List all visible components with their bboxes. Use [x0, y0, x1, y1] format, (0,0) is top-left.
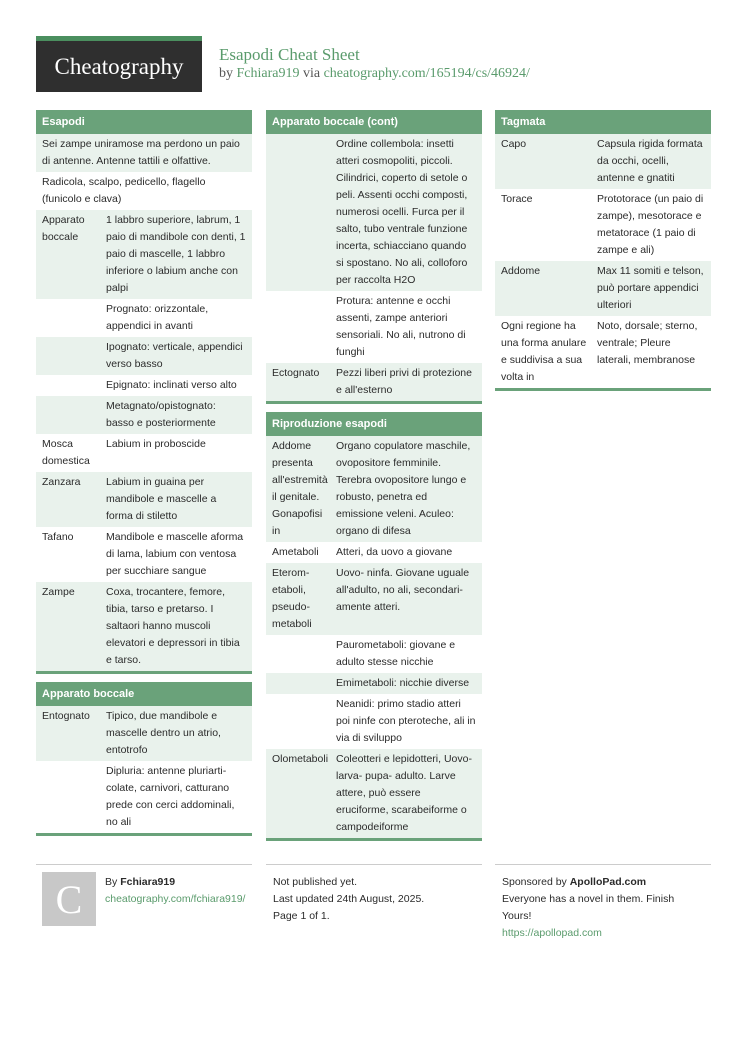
- row-term: [272, 637, 336, 671]
- row-term: Entognato: [42, 710, 90, 722]
- footer-publish-info: [273, 874, 424, 925]
- row-term: Addome presenta all'estremità il genitale. Gonapofisi in: [272, 440, 328, 537]
- row-term: [272, 136, 336, 289]
- published-status: Not published yet.: [273, 876, 358, 888]
- table-row: [266, 542, 482, 563]
- table-row: [266, 694, 482, 749]
- row-description: Sei zampe uniramose ma perdono un paio di antenne. Antenne tattili e olfattive.: [42, 138, 240, 167]
- row-description: Prognato: orizzontale, appendici in avanti: [106, 303, 209, 332]
- section-header: Apparato boccale: [36, 682, 252, 706]
- row-description: Ordine collembola: insetti atteri cosmopoliti, piccoli. Cilindrici, coperto di setole o peli. Assenti occhi composti, numerosi ocelli. Furca per il salto, tubo ventrale funzione incerta, schiacciano quando si spostano. No ali, colloforo per raccolta H2O: [336, 138, 468, 286]
- row-term: Apparato boccale: [42, 214, 85, 243]
- row-term: [42, 301, 106, 335]
- row-description: Organo copulatore maschile, ovopositore femminile. Terebra ovopositore lungo e robusto, penetra ed emissione veleni. Aculeo: organo di difesa: [336, 440, 471, 537]
- footer-author-name[interactable]: Fchiara919: [120, 876, 176, 888]
- row-description: Capsula rigida formata da occhi, ocelli, antenne e gnatiti: [597, 138, 703, 184]
- row-term: [42, 763, 106, 831]
- table-row: [266, 363, 482, 401]
- row-term: Torace: [501, 193, 533, 205]
- row-term: Mosca domestica: [42, 438, 90, 467]
- table-row: [495, 261, 711, 316]
- table-row: [266, 134, 482, 291]
- section-header: Tagmata: [495, 110, 711, 134]
- author-avatar[interactable]: C: [42, 872, 96, 926]
- row-description: Dipluria: antenne pluriarticolate, carnivori, catturano prede con cerci addominali, no ali: [106, 765, 235, 828]
- page-title: Esapodi Cheat Sheet: [219, 45, 360, 64]
- footer-divider: [495, 864, 711, 865]
- table-row: [495, 316, 711, 388]
- by-prefix: by: [219, 66, 233, 81]
- via-label: via: [302, 66, 321, 81]
- row-term: Eterometaboli, pseudometaboli: [272, 567, 312, 630]
- table-row: [495, 134, 711, 189]
- row-description: Paurometaboli: giovane e adulto stesse nicchie: [336, 639, 456, 668]
- footer-author: [105, 874, 245, 908]
- row-term: Capo: [501, 138, 527, 150]
- table-row: [36, 396, 252, 434]
- table-row: [36, 706, 252, 761]
- section-header: Esapodi: [36, 110, 252, 134]
- row-term: [272, 675, 336, 692]
- section-header: Riproduzione esapodi: [266, 412, 482, 436]
- row-description: Protura: antenne e occhi assenti, zampe anteriori sensoriali. No ali, nutrono di funghi: [336, 295, 466, 358]
- table-row: [36, 375, 252, 396]
- footer-author-url[interactable]: cheatography.com/fchiara919/: [105, 893, 246, 905]
- sponsor-url[interactable]: https://apollopad.com: [502, 927, 602, 939]
- table-row: [266, 291, 482, 363]
- row-term: Ogni regione ha una forma anulare e suddivisa a sua volta in: [501, 320, 587, 383]
- sponsor-name[interactable]: ApolloPad.com: [569, 876, 647, 888]
- row-description: Coxa, trocantere, femore, tibia, tarso e pretarso. I saltaori hanno muscoli elevatori e depressori in tibia e tarso.: [106, 586, 240, 666]
- column-3: [495, 110, 711, 399]
- row-description: Coleotteri e lepidotteri, Uovo-larva- pupa- adulto. Larve attere, può essere eruciforme, scarabeiforme o campodeiforme: [336, 753, 472, 833]
- table-row: [266, 635, 482, 673]
- row-term: Zampe: [42, 586, 75, 598]
- section-tagmata: [495, 110, 711, 391]
- row-description: Pezzi liberi privi di protezione e all'esterno: [336, 367, 472, 396]
- row-description: Epignato: inclinati verso alto: [106, 379, 237, 391]
- row-description: Neanidi: primo stadio atteri poi ninfe con pteroteche, ali in via di sviluppo: [336, 698, 476, 744]
- table-row: [266, 436, 482, 542]
- row-term: [42, 377, 106, 394]
- row-term: Ectognato: [272, 367, 320, 379]
- row-term: Ametaboli: [272, 546, 319, 558]
- section-apparato-boccale: [36, 682, 252, 836]
- row-description: Ipognato: verticale, appendici verso basso: [106, 341, 243, 370]
- table-row: [36, 134, 252, 172]
- by-label: By: [105, 876, 118, 888]
- row-description: 1 labbro superiore, labrum, 1 paio di mandibole con denti, 1 paio di mascelle, 1 labbro inferiore o labium anche con palpi: [106, 214, 246, 294]
- table-row: [36, 434, 252, 472]
- table-row: [266, 563, 482, 635]
- section-apparato-boccale-cont: [266, 110, 482, 404]
- footer-divider: [36, 864, 252, 865]
- sponsor-prefix: Sponsored by: [502, 876, 567, 888]
- table-row: [36, 472, 252, 527]
- footer-sponsor: [502, 874, 702, 942]
- page-number: Page 1 of 1.: [273, 910, 330, 922]
- table-row: [36, 527, 252, 582]
- row-description: Metagnato/opistognato: basso e posteriormente: [106, 400, 216, 429]
- row-term: Tafano: [42, 531, 74, 543]
- table-row: [36, 210, 252, 299]
- row-description: Atteri, da uovo a giovane: [336, 546, 453, 558]
- row-term: Olometaboli: [272, 753, 329, 765]
- row-description: Prototorace (un paio di zampe), mesotorace e metatorace (1 paio di zampe e ali): [597, 193, 704, 256]
- table-row: [36, 582, 252, 671]
- row-description: Radicola, scalpo, pedicello, flagello (funicolo e clava): [42, 176, 206, 205]
- row-description: Noto, dorsale; sterno, ventrale; Pleure laterali, membranose: [597, 320, 698, 366]
- row-term: [42, 339, 106, 373]
- table-row: [36, 299, 252, 337]
- table-row: [36, 337, 252, 375]
- table-row: [36, 172, 252, 210]
- row-description: Mandibole e mascelle aforma di lama, labium con ventosa per succhiare sangue: [106, 531, 244, 577]
- sheet-url-link[interactable]: cheatography.com/165194/cs/46924/: [323, 66, 530, 81]
- row-term: [272, 696, 336, 747]
- table-row: [495, 189, 711, 261]
- row-term: [42, 398, 106, 432]
- row-description: Labium in proboscide: [106, 438, 206, 450]
- footer-divider: [266, 864, 482, 865]
- row-description: Labium in guaina per mandibole e mascelle a forma di stiletto: [106, 476, 217, 522]
- author-link[interactable]: Fchiara919: [236, 66, 300, 81]
- section-esapodi: [36, 110, 252, 674]
- row-description: Uovo- ninfa. Giovane uguale all'adulto, no ali, secondariamente atteri.: [336, 567, 470, 613]
- byline: [219, 66, 530, 82]
- column-2: [266, 110, 482, 849]
- row-term: Zanzara: [42, 476, 81, 488]
- cheatography-logo[interactable]: Cheatography: [36, 36, 202, 92]
- row-term: [272, 293, 336, 361]
- row-description: Max 11 somiti e telson, può portare appendici ulteriori: [597, 265, 704, 311]
- table-row: [36, 761, 252, 833]
- row-description: Tipico, due mandibole e mascelle dentro un atrio, entotrofo: [106, 710, 221, 756]
- table-row: [266, 673, 482, 694]
- last-updated: Last updated 24th August, 2025.: [273, 893, 425, 905]
- section-header: Apparato boccale (cont): [266, 110, 482, 134]
- section-riproduzione-esapodi: [266, 412, 482, 841]
- table-row: [266, 749, 482, 838]
- sponsor-text: Everyone has a novel in them. Finish Yours!: [502, 893, 675, 922]
- row-term: Addome: [501, 265, 541, 277]
- row-description: Emimetaboli: nicchie diverse: [336, 677, 470, 689]
- column-1: [36, 110, 252, 844]
